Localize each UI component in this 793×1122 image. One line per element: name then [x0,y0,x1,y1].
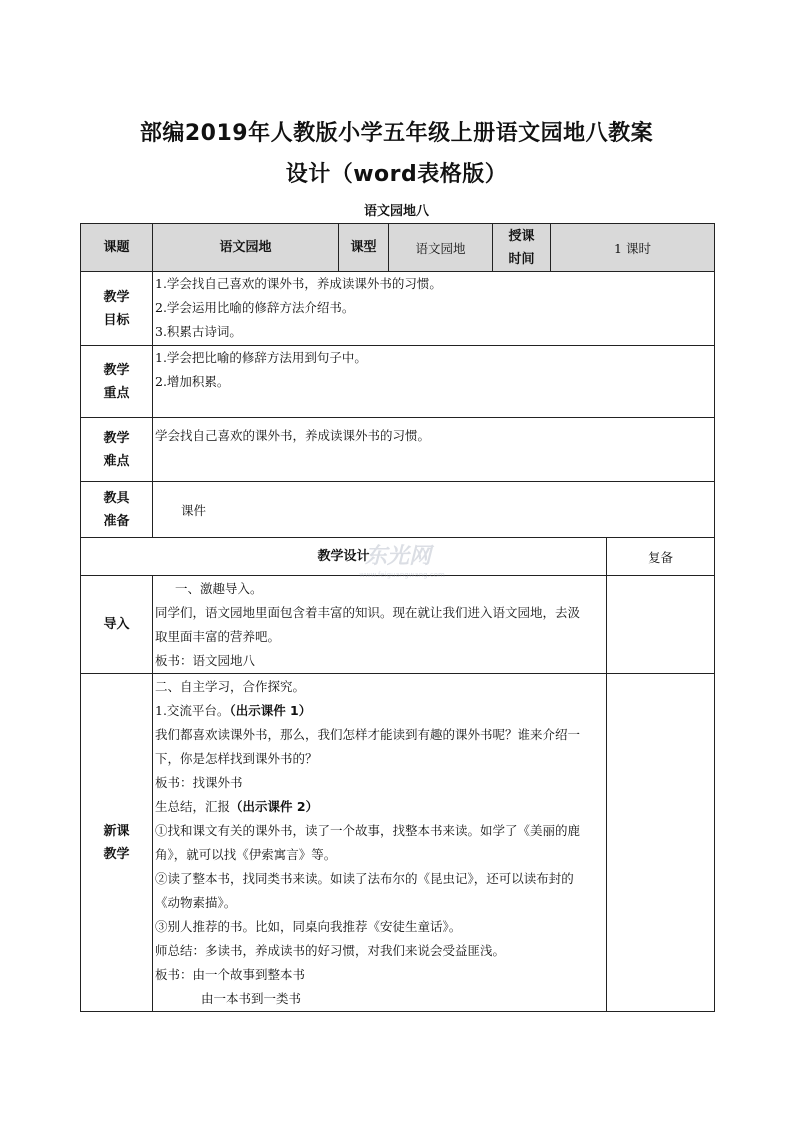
lesson-line: 《动物素描》。 [155,895,237,910]
lesson-plan-table [80,223,715,1012]
lesson-line: 师总结：多读书，养成读书的好习惯，对我们来说会受益匪浅。 [155,943,506,958]
difficulties-label-1: 教学 [103,430,130,446]
key-points-content [153,346,715,418]
goals-content [153,272,715,346]
lesson-line: 二、自主学习，合作探究。 [155,679,306,694]
goals-label [81,272,153,346]
lesson-line: 由一本书到一类书 [201,991,302,1006]
lesson-line [153,795,606,819]
key-points-row [81,346,715,418]
type-label: 课型 [339,224,389,272]
lesson-line: 我们都喜欢读课外书，那么，我们怎样才能读到有趣的课外书呢？谁来介绍一 [155,727,581,742]
hours-value: 1 课时 [551,224,715,272]
difficulties-row [81,418,715,482]
watermark-text: 东光网 [364,544,432,569]
difficulties-label-2: 难点 [103,453,130,469]
tools-label-2: 准备 [103,513,130,529]
difficulty-line: 学会找自己喜欢的课外书，养成读课外书的习惯。 [155,428,431,443]
key-points-label-2: 重点 [103,385,130,401]
new-lesson-review-cell [607,674,715,1012]
design-label: 教学设计 [81,538,607,576]
lesson-line [153,699,606,723]
tools-row [81,482,715,538]
intro-row [81,576,715,674]
key-points-label-1: 教学 [103,362,130,378]
tools-label [81,482,153,538]
courseware-ref-1: （出示课件 1） [229,703,312,718]
goals-label-2: 目标 [103,312,130,328]
lesson-line: ①找和课文有关的课外书，读了一个故事，找整本书来读。如学了《美丽的鹿 [155,823,581,838]
lesson-line: 板书：找课外书 [155,775,243,790]
lesson-line-text: 1.交流平台。 [155,703,230,718]
lesson-line: ③别人推荐的书。比如，同桌向我推荐《安徒生童话》。 [155,919,462,934]
key-point-line: 1.学会把比喻的修辞方法用到句子中。 [155,350,367,365]
intro-line: 一、激趣导入。 [175,581,263,596]
lesson-line: 板书：由一个故事到整本书 [155,967,306,982]
review-label: 复备 [607,538,715,576]
hours-label [493,224,551,272]
intro-line: 取里面丰富的营养吧。 [155,629,281,644]
type-value: 语文园地 [389,224,493,272]
hours-label-1: 授课 [508,228,535,244]
tools-content: 课件 [153,482,715,538]
key-point-line: 2.增加积累。 [155,374,230,389]
document-title-line-1: 部编2019年人教版小学五年级上册语文园地八教案 [139,121,654,146]
design-row [81,538,715,576]
difficulties-label [81,418,153,482]
header-row [81,224,715,272]
goals-row [81,272,715,346]
topic-value: 语文园地 [153,224,339,272]
intro-content [153,576,607,674]
tools-label-1: 教具 [103,490,130,506]
courseware-ref-2: （出示课件 2） [230,799,319,814]
document-title-line-2: 设计（word表格版） [285,162,508,187]
lesson-subtitle: 语文园地八 [363,204,429,219]
intro-label: 导入 [81,576,153,674]
goal-line: 2.学会运用比喻的修辞方法介绍书。 [155,300,355,315]
new-lesson-label-1: 新课 [103,823,130,839]
goal-line: 3.积累古诗词。 [155,324,242,339]
lesson-line: ②读了整本书，找同类书来读。如读了法布尔的《昆虫记》，还可以读布封的 [155,871,574,886]
new-lesson-label [81,674,153,1012]
watermark-url: www.feiguangwang.com [359,571,445,579]
goals-label-1: 教学 [103,289,130,305]
intro-line: 板书：语文园地八 [155,653,256,668]
new-lesson-content [153,674,607,1012]
key-points-label [81,346,153,418]
intro-line: 同学们，语文园地里面包含着丰富的知识。现在就让我们进入语文园地，去汲 [155,605,581,620]
new-lesson-label-2: 教学 [103,846,130,862]
intro-review-cell [607,576,715,674]
lesson-line: 角》，就可以找《伊索寓言》等。 [155,847,337,862]
lesson-line: 下，你是怎样找到课外书的？ [155,751,318,766]
topic-label: 课题 [81,224,153,272]
new-lesson-row [81,674,715,1012]
difficulties-content [153,418,715,482]
lesson-line-text: 生总结，汇报 [155,799,231,814]
hours-label-2: 时间 [508,251,535,267]
goal-line: 1.学会找自己喜欢的课外书，养成读课外书的习惯。 [155,276,442,291]
